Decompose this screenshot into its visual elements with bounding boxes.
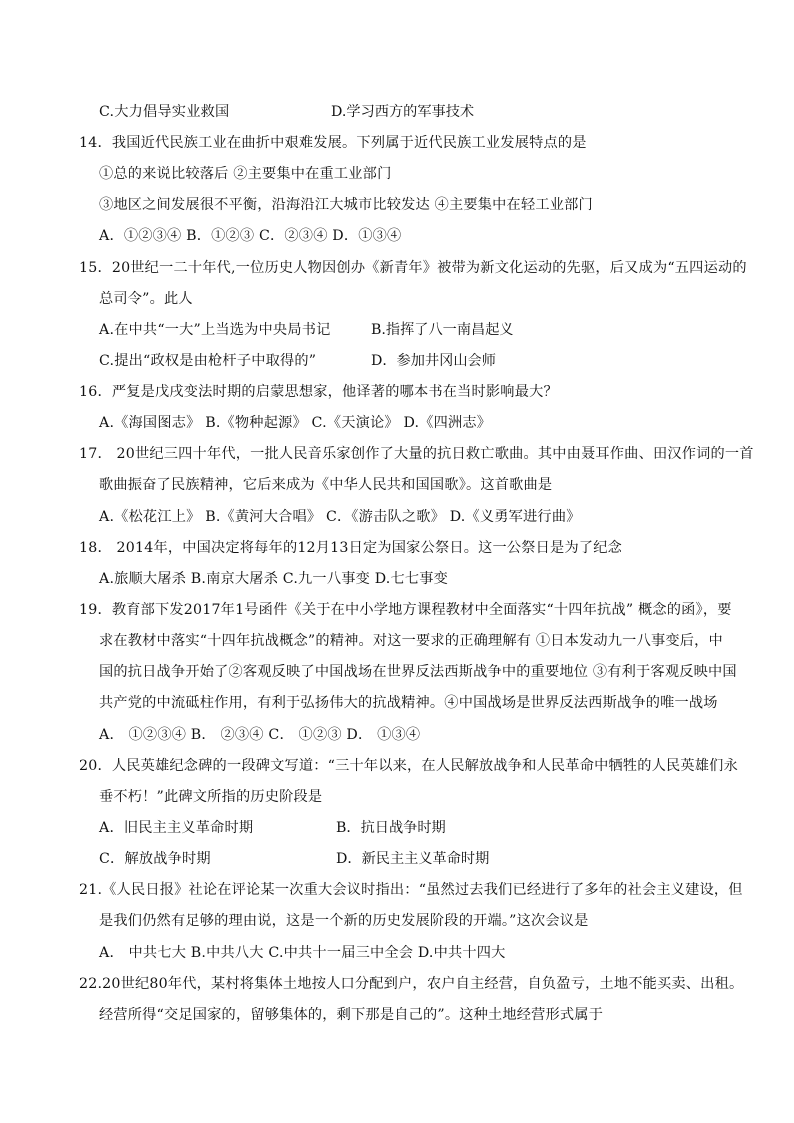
q18-stem: 18． 2014年，中国决定将每年的12月13日定为国家公祭日。这一公祭日是为了纪念 <box>79 540 622 556</box>
q21-stem-cont: 是我们仍然有足够的理由说，这是一个新的历史发展阶段的开端。”这次会议是 <box>99 913 589 929</box>
q18-options: A.旅顺大屠杀 B.南京大屠杀 C.九一八事变 D.七七事变 <box>99 571 449 587</box>
q17-stem: 17． 20世纪三四十年代，一批人民音乐家创作了大量的抗日救亡歌曲。其中由聂耳作曲、田汉作词的一首 <box>79 446 754 462</box>
q20-stem-cont: 垂不朽！”此碑文所指的历史阶段是 <box>99 789 323 805</box>
q20-option-c: C．解放战争时期 <box>99 851 211 867</box>
q20-option-a: A．旧民主主义革命时期 <box>99 820 254 836</box>
q13-option-c: C.大力倡导实业救国 <box>99 104 230 120</box>
q15-option-a: A.在中共“一大”上当选为中央局书记 <box>99 322 331 338</box>
q19-options: A． ①②③④ B． ②③④ C． ①②③ D． ①③④ <box>99 727 421 743</box>
q14-statement-1-2: ①总的来说比较落后 ②主要集中在重工业部门 <box>99 166 392 182</box>
q21-options: A． 中共七大 B.中共八大 C.中共十一届三中全会 D.中共十四大 <box>99 945 506 961</box>
q19-stem: 19．教育部下发2017年1号函件《关于在中小学地方课程教材中全面落实“十四年抗战” 概念的函》，要 <box>79 602 732 618</box>
q14-statement-3-4: ③地区之间发展很不平衡，沿海沿江大城市比较发达 ④主要集中在轻工业部门 <box>99 197 593 213</box>
q17-options: A.《松花江上》 B.《黄河大合唱》 C．《游击队之歌》 D.《义勇军进行曲》 <box>99 509 581 525</box>
q15-option-c: C.提出“政权是由枪杆子中取得的” <box>99 353 317 369</box>
q14-options: A．①②③④ B．①②③ C．②③④ D．①③④ <box>99 228 402 244</box>
q19-stem-cont-2: 国的抗日战争开始了②客观反映了中国战场在世界反法西斯战争中的重要地位 ③有利于客观反映中国 <box>99 664 737 680</box>
q20-option-d: D．新民主主义革命时期 <box>336 851 490 867</box>
q15-option-b: B.指挥了八一南昌起义 <box>371 322 514 338</box>
q22-stem-cont: 经营所得“交足国家的，留够集体的，剩下那是自己的”。这种土地经营形式属于 <box>99 1007 604 1023</box>
q22-stem: 22.20世纪80年代，某村将集体土地按人口分配到户，农户自主经营，自负盈亏，土地不能买卖、出租。 <box>79 976 744 992</box>
q19-stem-cont-1: 求在教材中落实“十四年抗战概念”的精神。对这一要求的正确理解有 ①日本发动九一八事变后，中 <box>99 633 723 649</box>
q15-stem: 15．20世纪一二十年代,一位历史人物因创办《新青年》被带为新文化运动的先驱，后又成为“五四运动的 <box>79 260 747 276</box>
q19-stem-cont-3: 共产党的中流砥柱作用，有利于弘扬伟大的抗战精神。④中国战场是世界反法西斯战争的唯一战场 <box>99 695 718 711</box>
q17-stem-cont: 歌曲振奋了民族精神，它后来成为《中华人民共和国国歌》。这首歌曲是 <box>99 477 553 493</box>
q21-stem: 21.《人民日报》社论在评论某一次重大会议时指出：“虽然过去我们已经进行了多年的社会主义建设，但 <box>79 882 743 898</box>
q15-stem-cont: 总司令”。此人 <box>99 291 193 307</box>
q16-stem: 16．严复是戊戌变法时期的启蒙思想家，他译著的哪本书在当时影响最大？ <box>79 384 558 400</box>
q16-options: A.《海国图志》 B.《物种起源》 C.《天演论》 D.《四洲志》 <box>99 415 492 431</box>
q13-option-d: D.学习西方的军事技术 <box>331 104 475 120</box>
q20-option-b: B．抗日战争时期 <box>336 820 446 836</box>
q20-stem: 20．人民英雄纪念碑的一段碑文写道：“三十年以来，在人民解放战争和人民革命中牺牲的人民英雄们永 <box>79 758 738 774</box>
q15-option-d: D．参加井冈山会师 <box>371 353 496 369</box>
q14-stem: 14．我国近代民族工业在曲折中艰难发展。下列属于近代民族工业发展特点的是 <box>79 135 587 151</box>
